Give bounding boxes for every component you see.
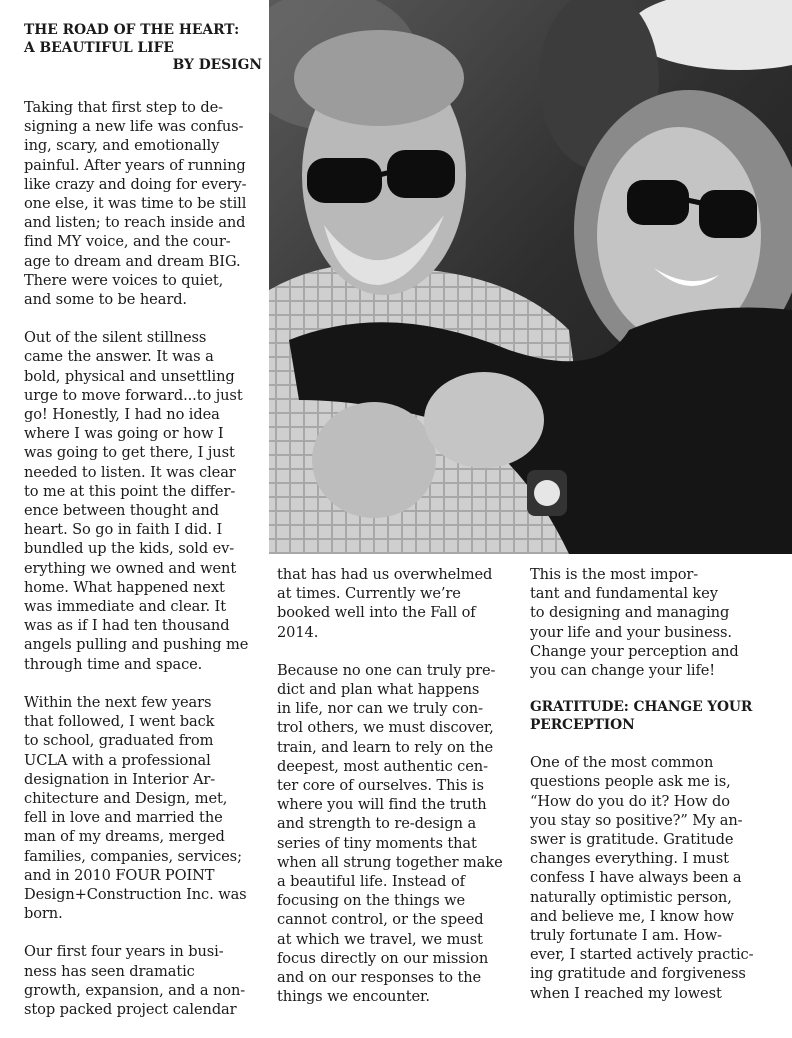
section-heading: GRATITUDE: CHANGE YOUR PERCEPTION [530, 699, 753, 733]
photo-illustration [269, 0, 792, 554]
article-title [24, 22, 262, 75]
title-line-2: A BEAUTIFUL LIFE [24, 39, 174, 56]
paragraph: Because no one can truly pre- dict and plan what happens in life, nor can we truly con- trol others, we must discover, train, and learn to rely on the deepest, most authentic cen- ter core of ourselves. This is where you will find the truth and strength to re-design a series of tiny moments that when all strung together make a beautiful life. Instead of focusing on the things we cannot control, or the speed at which we travel, we must focus directly on our mission and on our responses to the things we encounter. [277, 661, 503, 1006]
paragraph: Within the next few years that followed, I went back to school, graduated from UCLA with a professional designation in Interior Ar- chitecture and Design, met, fell in love and married the man of my dreams, merged families, companies, services; and in 2010 FOUR POINT Design+Construction Inc. was born. [24, 693, 247, 923]
text-column-3 [530, 565, 775, 1022]
paragraph: Taking that first step to de- signing a new life was confus- ing, scary, and emotionally painful. After years of running like crazy and doing for every- one else, it was time to be still and listen; to reach inside and find MY voice, and the cour- age to dream and dream BIG. There were voices to quiet, and some to be heard. [24, 99, 247, 309]
text-column-1 [24, 98, 268, 1038]
paragraph: This is the most impor- tant and fundamental key to designing and managing your life and your business. Change your perception and you can change your life! [530, 566, 739, 680]
paragraph: Out of the silent stillness came the answer. It was a bold, physical and unsettling urge to move forward...to just go! Honestly, I had no idea where I was going or how I was going to get there, I just needed to listen. It was clear to me at this point the differ- ence between thought and heart. So go in faith I did. I bundled up the kids, sold ev- erything we owned and went home. What happened next was immediate and clear. It was as if I had ten thousand angels pulling and pushing me through time and space. [24, 329, 249, 673]
text-column-2 [277, 565, 517, 1025]
paragraph: Our first four years in busi- ness has seen dramatic growth, expansion, and a non- stop packed project calendar [24, 943, 246, 1018]
title-line-3: BY DESIGN [172, 57, 262, 73]
couple-photo [269, 0, 792, 554]
paragraph: One of the most common questions people ask me is, “How do you do it? How do you stay so positive?” My an- swer is gratitude. Gratitude changes everything. I must confess I have always been a naturally optimistic person, and believe me, I know how truly fortunate I am. How- ever, I started actively practic- ing gratitude and forgiveness when I reached my lowest [530, 754, 754, 1002]
title-line-1: THE ROAD OF THE HEART: [24, 22, 240, 38]
paragraph: that has had us overwhelmed at times. Currently we’re booked well into the Fall of 2014. [277, 566, 493, 641]
